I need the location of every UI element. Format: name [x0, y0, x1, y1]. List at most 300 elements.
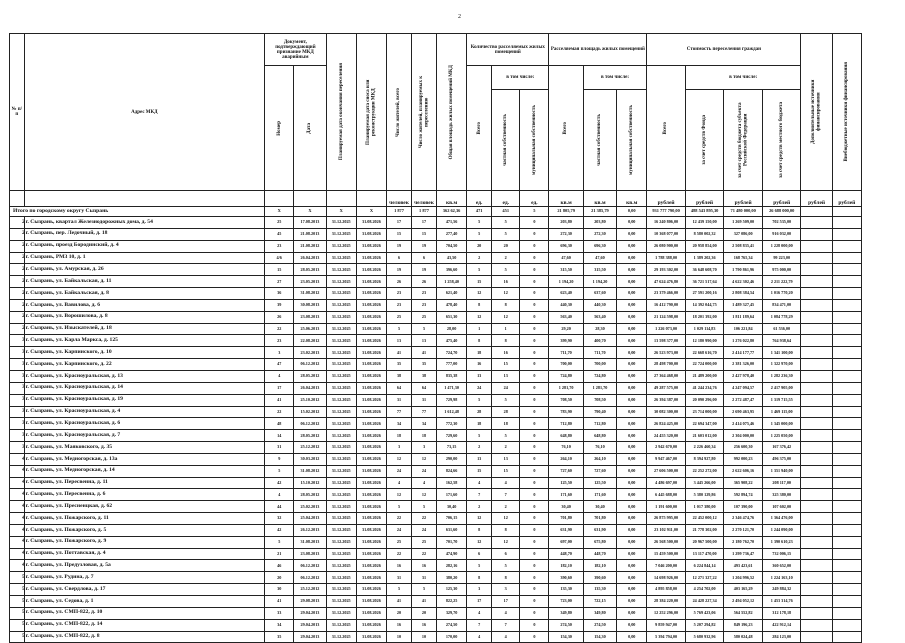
row-cell: 727,60: [549, 465, 583, 477]
row-cell: 31.08.2026: [356, 323, 386, 335]
row-cell: 31.08.2026: [356, 418, 386, 430]
col-doc-number-header: Номер: [276, 120, 282, 136]
row-cell: 2: [467, 501, 492, 513]
col-planned-end-header: Планируемая дата окончания переселения: [338, 63, 344, 161]
row-cell: 20 090 296,00: [685, 394, 724, 406]
row-cell: 31.08.2026: [356, 477, 386, 489]
row-cell: 0: [520, 264, 549, 276]
row-cell: 1 364 476,00: [762, 513, 801, 525]
row-cell: 3 445 266,00: [685, 477, 724, 489]
row-cell: 22: [387, 513, 412, 525]
row-cell: 49 287 575,00: [647, 382, 686, 394]
row-cell: 14 698 926,00: [647, 572, 686, 584]
row-cell: 27 591 200,16: [685, 288, 724, 300]
row-cell: 76,10: [549, 442, 583, 454]
row-number: [10, 430, 25, 442]
row-cell: 24: [492, 382, 520, 394]
table-row: [10, 572, 862, 584]
row-cell: 39: [265, 299, 294, 311]
row-cell: 712,80: [583, 418, 616, 430]
row-cell: 31.08.2026: [356, 453, 386, 465]
row-cell: 0,00: [617, 536, 647, 548]
row-cell: 422 912,14: [762, 619, 801, 631]
row-cell: 107 602,00: [762, 501, 801, 513]
row-cell: 651,30: [436, 311, 466, 323]
row-cell: 822,25: [436, 596, 466, 608]
col-cnt-municipal-header: муниципальная собственность: [531, 104, 537, 176]
table-row: [10, 288, 862, 300]
row-address: г. Сызрань, ул. Пресненцкая, д. 62: [24, 501, 265, 513]
row-cell: 125,50: [583, 477, 616, 489]
row-cell: 17: [265, 382, 294, 394]
row-cell: 20: [492, 240, 520, 252]
row-cell: 31.12.2025: [326, 501, 356, 513]
row-cell: 3: [412, 442, 437, 454]
row-cell: 30,40: [436, 501, 466, 513]
row-cell: 729,98: [436, 394, 466, 406]
row-cell: 12: [467, 536, 492, 548]
row-cell: 0,00: [617, 513, 647, 525]
row-cell: 4: [492, 631, 520, 643]
row-cell: 35: [265, 631, 294, 643]
row-cell: 5 394 794,00: [647, 631, 686, 643]
row-cell: 20: [387, 607, 412, 619]
row-cell: 31.12.2025: [326, 619, 356, 631]
row-cell: 0,00: [617, 584, 647, 596]
row-number: [10, 477, 25, 489]
unit-cell: кв.м: [549, 191, 583, 207]
row-cell: 631,60: [436, 524, 466, 536]
total-cell: 71 480 000,00: [724, 207, 763, 217]
row-cell: 31.08.2026: [356, 430, 386, 442]
row-cell: 30 082 300,00: [647, 406, 686, 418]
row-cell: 8: [492, 335, 520, 347]
row-cell: 1 471,30: [436, 382, 466, 394]
row-address: г. Сызрань, ул. Маяковского, д. 35: [24, 442, 265, 454]
row-cell: 23 102 911,00: [647, 524, 686, 536]
table-row: [10, 228, 862, 240]
row-cell: 0,00: [617, 406, 647, 418]
table-row: [10, 240, 862, 252]
row-cell: 31.12.2025: [326, 596, 356, 608]
row-cell: 5: [412, 584, 437, 596]
total-cell: 1 877: [387, 207, 412, 217]
row-cell: 25: [387, 311, 412, 323]
row-address: г. Сызрань, ул. Медногорская, д. 13а: [24, 453, 265, 465]
row-cell: 637,60: [583, 288, 616, 300]
row-number: [10, 323, 25, 335]
row-cell: 3: [467, 584, 492, 596]
row-cell: 31.08.2012: [294, 465, 326, 477]
row-address: г. Сызрань, ул. Вавилова, д. 6: [24, 299, 265, 311]
row-cell: 31.12.2025: [326, 406, 356, 418]
unit-cell: рублей: [801, 191, 832, 207]
row-cell: 47: [265, 359, 294, 371]
row-cell: 31.12.2025: [326, 370, 356, 382]
row-cell: 0: [520, 489, 549, 501]
row-cell: 25.04.2013: [294, 513, 326, 525]
row-cell: 31.12.2025: [326, 631, 356, 643]
row-cell: 5: [467, 394, 492, 406]
row-cell: 31.08.2026: [356, 217, 386, 229]
row-number: [10, 560, 25, 572]
table-row: [10, 489, 862, 501]
row-cell: 264,10: [583, 453, 616, 465]
col-doc-date-header: Дата: [307, 122, 313, 134]
row-cell: 0,00: [617, 489, 647, 501]
row-cell: 06.12.2012: [294, 572, 326, 584]
total-cell: 362 62,36: [436, 207, 466, 217]
row-cell: 724,80: [583, 370, 616, 382]
row-number: [10, 536, 25, 548]
table-row: [10, 477, 862, 489]
table-row: [10, 370, 862, 382]
row-cell: 23.08.2013: [294, 311, 326, 323]
row-cell: 36 721 517,64: [685, 276, 724, 288]
row-cell: 0: [520, 596, 549, 608]
row-cell: 0,00: [617, 370, 647, 382]
row-cell: 29.08.2013: [294, 596, 326, 608]
row-cell: 478,40: [436, 299, 466, 311]
row-cell: 22: [387, 548, 412, 560]
col-planned-demolish-header: Планируемая дата сноса или реконструкции МКД: [366, 79, 377, 145]
table-row: [10, 264, 862, 276]
row-cell: 36 648 608,70: [685, 264, 724, 276]
row-cell: 729,60: [436, 430, 466, 442]
row-cell: 0,00: [617, 359, 647, 371]
table-row: [10, 299, 862, 311]
row-number: [10, 299, 25, 311]
table-row: [10, 619, 862, 631]
total-cell: [832, 207, 861, 217]
row-address: г. Сызрань, ул. Седова, д. 1: [24, 596, 265, 608]
row-cell: 0: [520, 276, 549, 288]
row-cell: 31.08.2026: [356, 607, 386, 619]
row-cell: 31.12.2025: [326, 359, 356, 371]
row-cell: 162,58: [436, 477, 466, 489]
row-number: [10, 631, 25, 643]
row-cell: 708,50: [583, 394, 616, 406]
row-cell: 0,00: [617, 228, 647, 240]
row-cell: 13: [387, 335, 412, 347]
row-address: г. Сызрань, ул. Красноуральская, д. 19: [24, 394, 265, 406]
row-cell: 0: [520, 335, 549, 347]
row-cell: 448,70: [583, 548, 616, 560]
row-cell: 13: [492, 453, 520, 465]
row-cell: 1 788 388,00: [647, 252, 686, 264]
row-cell: 31.08.2026: [356, 584, 386, 596]
row-number: [10, 513, 25, 525]
row-cell: 675,80: [583, 536, 616, 548]
row-address: г. Сызрань, ул. Предузловая, д. 5а: [24, 560, 265, 572]
row-cell: 16 240 806,00: [647, 217, 686, 229]
row-cell: 31: [412, 572, 437, 584]
row-cell: 31.08.2026: [356, 252, 386, 264]
row-cell: 31.12.2025: [326, 453, 356, 465]
row-cell: 31.08.2026: [356, 228, 386, 240]
row-cell: 23.02.2013: [294, 347, 326, 359]
total-cell: 471: [467, 207, 492, 217]
row-cell: 5 680 932,96: [685, 631, 724, 643]
row-cell: 30,40: [549, 501, 583, 513]
row-cell: 24: [387, 524, 412, 536]
row-cell: 2 427 978,40: [724, 370, 763, 382]
row-address: г. Сызрань, проезд Бородинский, д. 4: [24, 240, 265, 252]
row-cell: 22 252 272,00: [685, 465, 724, 477]
row-cell: 26.12.2013: [294, 524, 326, 536]
row-cell: 16: [412, 560, 437, 572]
row-cell: 724,80: [549, 370, 583, 382]
row-cell: 23.08.2013: [294, 548, 326, 560]
row-cell: 31.12.2025: [326, 252, 356, 264]
row-cell: 4 254 702,00: [685, 584, 724, 596]
row-cell: 284 123,00: [762, 631, 801, 643]
row-cell: 4: [467, 631, 492, 643]
row-cell: 06.12.2012: [294, 418, 326, 430]
row-cell: 5: [467, 430, 492, 442]
row-cell: 41: [265, 596, 294, 608]
row-cell: 0: [520, 323, 549, 335]
row-cell: 4: [467, 477, 492, 489]
row-cell: 31.12.2025: [326, 240, 356, 252]
row-cell: 21 489 200,00: [685, 370, 724, 382]
row-cell: 25.12.2012: [294, 584, 326, 596]
table-row: [10, 584, 862, 596]
row-cell: 32: [265, 513, 294, 525]
row-cell: 0: [520, 465, 549, 477]
row-cell: 0,00: [617, 311, 647, 323]
row-cell: 5: [412, 323, 437, 335]
row-cell: 0: [520, 418, 549, 430]
col-r-including-header: в том числе:: [685, 66, 801, 90]
row-cell: 31.08.2026: [356, 299, 386, 311]
row-number: [10, 465, 25, 477]
row-cell: 631,90: [549, 524, 583, 536]
row-cell: 41: [412, 596, 437, 608]
row-cell: 701,80: [549, 513, 583, 525]
row-cell: 12: [492, 513, 520, 525]
row-cell: 45: [265, 228, 294, 240]
row-cell: 592 894,74: [724, 489, 763, 501]
row-cell: 380,20: [436, 572, 466, 584]
row-cell: 12 180 990,00: [685, 335, 724, 347]
row-cell: 1 194,20: [583, 276, 616, 288]
row-cell: 2 494 052,12: [724, 596, 763, 608]
row-cell: 8 394 927,80: [685, 453, 724, 465]
row-cell: 15: [387, 228, 412, 240]
row-cell: 20 958 854,00: [685, 240, 724, 252]
row-cell: 31.08.2026: [356, 276, 386, 288]
row-cell: 12: [492, 536, 520, 548]
row-cell: 0,00: [617, 288, 647, 300]
row-cell: 31.12.2025: [326, 477, 356, 489]
row-cell: 8: [467, 335, 492, 347]
row-cell: 706,15: [436, 513, 466, 525]
row-cell: 0,00: [617, 631, 647, 643]
row-cell: 31: [387, 394, 412, 406]
row-cell: 20 967 500,00: [685, 536, 724, 548]
total-cell: 5: [520, 207, 549, 217]
row-cell: 28 384 220,00: [647, 596, 686, 608]
row-cell: 1 225 050,00: [762, 430, 801, 442]
row-cell: 9 859 947,00: [647, 619, 686, 631]
row-cell: 0,00: [617, 299, 647, 311]
row-cell: 17: [467, 596, 492, 608]
row-address: г. Сызрань, ул. Пожарского, д. 11: [24, 513, 265, 525]
row-cell: 47,60: [583, 252, 616, 264]
row-cell: 38: [387, 370, 412, 382]
row-cell: 29.04.2013: [294, 607, 326, 619]
row-cell: 0,00: [617, 217, 647, 229]
row-number: [10, 418, 25, 430]
row-address: г. Сызрань, ул. Изыскателей, д. 18: [24, 323, 265, 335]
row-cell: 764 938,64: [762, 335, 801, 347]
row-cell: 24 428 227,34: [685, 596, 724, 608]
row-cell: 312 178,18: [762, 607, 801, 619]
row-cell: 0: [520, 442, 549, 454]
row-number: [10, 347, 25, 359]
row-cell: 19: [412, 240, 437, 252]
row-cell: 5: [265, 465, 294, 477]
row-cell: 349,80: [549, 607, 583, 619]
row-cell: 47 624 476,80: [647, 276, 686, 288]
row-cell: 106 221,84: [724, 323, 763, 335]
row-cell: 0: [520, 584, 549, 596]
row-cell: 31.12.2025: [326, 584, 356, 596]
row-number: [10, 584, 25, 596]
row-cell: 390,60: [549, 572, 583, 584]
row-number: [10, 607, 25, 619]
row-cell: 31.12.2025: [326, 430, 356, 442]
table-row: [10, 311, 862, 323]
row-cell: 35: [387, 359, 412, 371]
row-cell: 10: [387, 631, 412, 643]
row-cell: 621,40: [436, 288, 466, 300]
row-cell: 440,30: [549, 299, 583, 311]
row-cell: 2 272 487,47: [724, 394, 763, 406]
row-cell: 22 668 616,70: [685, 347, 724, 359]
row-cell: 31: [412, 394, 437, 406]
row-cell: 06.12.2012: [294, 359, 326, 371]
table-row: [10, 430, 862, 442]
row-cell: 15: [265, 264, 294, 276]
row-cell: 249 884,32: [762, 584, 801, 596]
table-row: [10, 382, 862, 394]
row-cell: 15.02.2012: [294, 406, 326, 418]
row-cell: 2 346 474,76: [724, 513, 763, 525]
row-address: г. Сызрань, ул. Амурская, д. 26: [24, 264, 265, 276]
row-cell: 61 536,00: [762, 323, 801, 335]
row-cell: 4: [467, 607, 492, 619]
row-cell: 1 226 073,00: [647, 323, 686, 335]
row-cell: 31.12.2025: [326, 288, 356, 300]
row-cell: 182,10: [583, 560, 616, 572]
row-cell: 31.12.2025: [326, 299, 356, 311]
row-cell: 2 690 463,95: [724, 406, 763, 418]
row-cell: 5: [387, 323, 412, 335]
row-cell: 31.08.2026: [356, 548, 386, 560]
row-cell: 1 390 610,23: [762, 536, 801, 548]
row-cell: 7 046 200,00: [647, 560, 686, 572]
col-nonbudget-header: Внебюджетные источники финансирования: [844, 62, 850, 162]
row-cell: 1 345 000,00: [762, 418, 801, 430]
row-cell: 5: [412, 501, 437, 513]
unit-cell: рублей: [832, 191, 861, 207]
row-cell: 1 322 970,00: [762, 359, 801, 371]
row-cell: 708,50: [549, 394, 583, 406]
row-cell: 4: [492, 477, 520, 489]
table-row: [10, 536, 862, 548]
row-cell: 25.12.2012: [294, 442, 326, 454]
row-cell: 0: [520, 524, 549, 536]
row-cell: 23: [387, 288, 412, 300]
row-cell: 41: [387, 596, 412, 608]
unit-cell: кв.м: [436, 191, 466, 207]
row-cell: 0: [520, 382, 549, 394]
row-cell: 2: [492, 252, 520, 264]
col-num-header: № п/п: [10, 34, 25, 191]
row-cell: 17: [387, 217, 412, 229]
row-cell: 31.12.2025: [326, 442, 356, 454]
row-cell: 30: [265, 584, 294, 596]
row-cell: 22 724 000,00: [685, 359, 724, 371]
row-cell: 23.05.2013: [294, 276, 326, 288]
row-cell: 21 124 598,00: [647, 311, 686, 323]
row-number: [10, 406, 25, 418]
row-cell: 1 276 022,80: [724, 335, 763, 347]
unit-cell: рублей: [762, 191, 801, 207]
row-cell: 154,30: [583, 631, 616, 643]
total-cell: X: [326, 207, 356, 217]
row-cell: 31.12.2025: [326, 264, 356, 276]
row-cell: 22: [265, 323, 294, 335]
row-cell: 697,00: [549, 536, 583, 548]
row-cell: 23: [265, 335, 294, 347]
row-cell: 824,66: [436, 465, 466, 477]
row-cell: 12: [412, 453, 437, 465]
row-cell: 0,00: [617, 382, 647, 394]
row-cell: 21 603 012,00: [685, 430, 724, 442]
table-row: [10, 560, 862, 572]
row-cell: 3: [387, 442, 412, 454]
row-cell: 76,10: [583, 442, 616, 454]
col-area-group-header: Расселяемая площадь жилых помещений: [549, 34, 647, 66]
row-cell: 1 453 314,76: [762, 596, 801, 608]
row-cell: 06.12.2012: [294, 560, 326, 572]
row-cell: 168 765,34: [724, 252, 763, 264]
row-cell: 31.08.2026: [356, 311, 386, 323]
row-number: [10, 264, 25, 276]
row-address: г. Сызрань, ул. Карпинского, д. 10: [24, 347, 265, 359]
row-cell: 31.08.2026: [356, 631, 386, 643]
row-cell: 711,70: [583, 347, 616, 359]
row-address: г. Сызрань, пер. Ледочный, д. 18: [24, 228, 265, 240]
col-r-fund-header: за счет средств Фонда: [702, 115, 707, 165]
row-cell: 19: [387, 264, 412, 276]
row-cell: 0,00: [617, 477, 647, 489]
row-cell: 5: [467, 560, 492, 572]
row-cell: 15: [492, 465, 520, 477]
row-cell: 315,50: [549, 264, 583, 276]
row-cell: 6 224 844,14: [685, 560, 724, 572]
row-cell: 0: [520, 560, 549, 572]
table-row: [10, 631, 862, 643]
row-number: [10, 359, 25, 371]
row-cell: 12: [387, 453, 412, 465]
row-cell: 34: [265, 619, 294, 631]
row-cell: 21.08.2012: [294, 240, 326, 252]
row-cell: 28,00: [436, 323, 466, 335]
